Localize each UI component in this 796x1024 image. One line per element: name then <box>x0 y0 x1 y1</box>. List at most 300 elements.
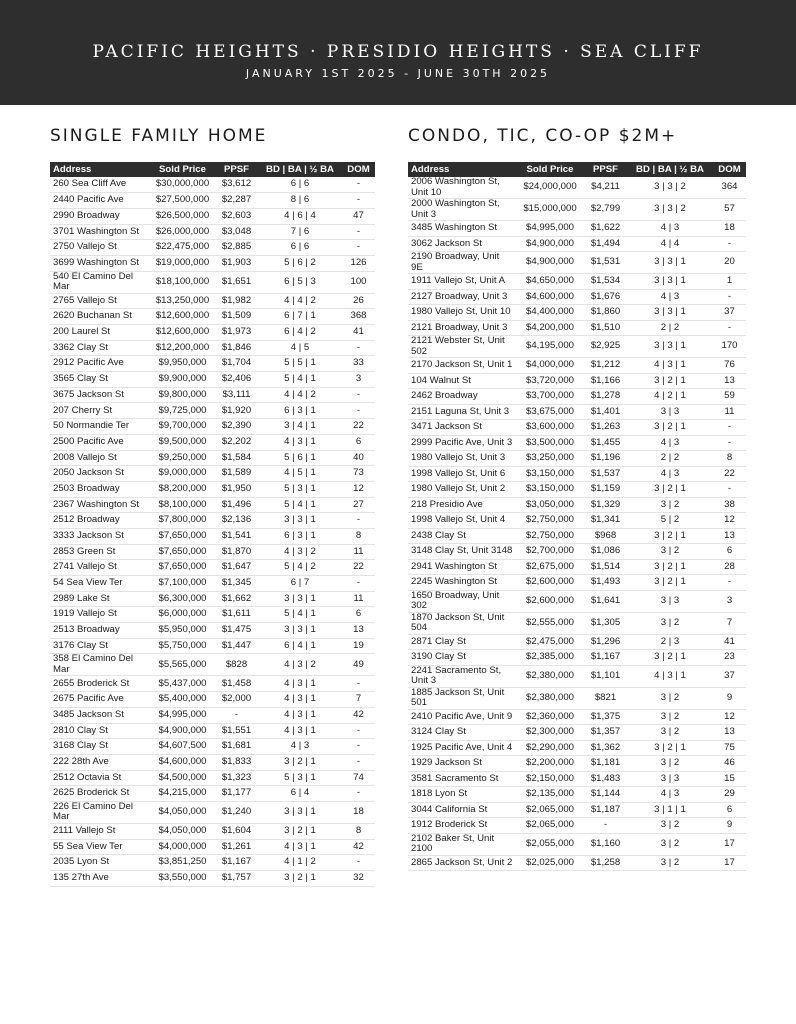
cell-dom: - <box>713 482 746 498</box>
cell-address: 3124 Clay St <box>408 725 516 741</box>
cell-sold-price: $3,600,000 <box>516 420 584 436</box>
cell-bd-ba: 3 | 2 | 1 <box>627 528 713 544</box>
col-dom: DOM <box>342 162 375 177</box>
cell-ppsf: $1,589 <box>215 466 258 482</box>
cell-bd-ba: 4 | 3 | 1 <box>627 665 713 687</box>
cell-sold-price: $9,900,000 <box>150 372 215 388</box>
cell-sold-price: $27,500,000 <box>150 193 215 209</box>
cell-sold-price: $4,000,000 <box>150 839 215 855</box>
cell-sold-price: $12,600,000 <box>150 325 215 341</box>
cell-ppsf: $1,278 <box>584 389 627 405</box>
cell-sold-price: $5,950,000 <box>150 623 215 639</box>
cell-ppsf: $1,622 <box>584 221 627 237</box>
sfh-section-title: SINGLE FAMILY HOME <box>50 126 268 146</box>
table-row <box>50 707 375 723</box>
cell-sold-price: $12,200,000 <box>150 340 215 356</box>
cell-ppsf: $1,846 <box>215 340 258 356</box>
cell-address: 3675 Jackson St <box>50 387 150 403</box>
col-address: Address <box>50 162 150 177</box>
cell-address: 1980 Vallejo St, Unit 3 <box>408 451 516 467</box>
cell-ppsf: $1,514 <box>584 559 627 575</box>
cell-address: 2865 Jackson St, Unit 2 <box>408 855 516 871</box>
cell-ppsf: $1,167 <box>584 650 627 666</box>
table-row <box>408 818 746 834</box>
cell-bd-ba: 3 | 2 <box>627 756 713 772</box>
cell-bd-ba: 3 | 2 | 1 <box>627 559 713 575</box>
cell-address: 2941 Washington St <box>408 559 516 575</box>
cell-sold-price: $30,000,000 <box>150 177 215 193</box>
table-row <box>50 450 375 466</box>
cell-bd-ba: 5 | 4 | 1 <box>258 607 342 623</box>
cell-dom: - <box>713 435 746 451</box>
col-address: Address <box>408 162 516 177</box>
cell-address: 3581 Sacramento St <box>408 771 516 787</box>
cell-dom: - <box>342 387 375 403</box>
cell-dom: 59 <box>713 389 746 405</box>
cell-ppsf: - <box>215 707 258 723</box>
cell-sold-price: $4,900,000 <box>516 236 584 252</box>
cell-bd-ba: 4 | 3 <box>627 787 713 803</box>
cell-address: 135 27th Ave <box>50 871 150 887</box>
cell-ppsf: $1,475 <box>215 623 258 639</box>
cell-sold-price: $9,000,000 <box>150 466 215 482</box>
cell-sold-price: $9,500,000 <box>150 434 215 450</box>
col-ppsf: PPSF <box>215 162 258 177</box>
cell-dom: 13 <box>713 373 746 389</box>
cell-bd-ba: 3 | 2 <box>627 833 713 855</box>
cell-ppsf: $3,111 <box>215 387 258 403</box>
cell-ppsf: $968 <box>584 528 627 544</box>
table-row <box>50 356 375 372</box>
cell-ppsf: $1,357 <box>584 725 627 741</box>
cell-ppsf: $1,537 <box>584 466 627 482</box>
cell-bd-ba: 3 | 2 <box>627 612 713 634</box>
table-row <box>50 481 375 497</box>
table-row <box>408 634 746 650</box>
cell-ppsf: $1,240 <box>215 801 258 823</box>
table-row <box>50 513 375 529</box>
cell-address: 2050 Jackson St <box>50 466 150 482</box>
cell-address: 3333 Jackson St <box>50 528 150 544</box>
cell-ppsf: $1,458 <box>215 676 258 692</box>
col-bd-ba: BD | BA | ½ BA <box>258 162 342 177</box>
cell-dom: 42 <box>342 707 375 723</box>
cell-ppsf: $1,167 <box>215 855 258 871</box>
cell-dom: 22 <box>342 560 375 576</box>
cell-dom: 38 <box>713 497 746 513</box>
table-row <box>408 559 746 575</box>
cell-bd-ba: 4 | 4 <box>627 236 713 252</box>
cell-bd-ba: 4 | 3 | 1 <box>258 434 342 450</box>
cell-bd-ba: 4 | 3 <box>627 289 713 305</box>
cell-address: 2410 Pacific Ave, Unit 9 <box>408 709 516 725</box>
cell-dom: 6 <box>713 544 746 560</box>
cell-address: 218 Presidio Ave <box>408 497 516 513</box>
cell-sold-price: $7,100,000 <box>150 576 215 592</box>
cell-sold-price: $3,500,000 <box>516 435 584 451</box>
table-row <box>50 723 375 739</box>
table-row <box>50 497 375 513</box>
cell-address: 3176 Clay St <box>50 638 150 654</box>
table-row <box>50 193 375 209</box>
table-row <box>408 833 746 855</box>
cell-address: 2503 Broadway <box>50 481 150 497</box>
cell-address: 2655 Broderick St <box>50 676 150 692</box>
cell-bd-ba: 3 | 3 | 1 <box>627 305 713 321</box>
cell-address: 2127 Broadway, Unit 3 <box>408 289 516 305</box>
cell-bd-ba: 3 | 2 | 1 <box>627 482 713 498</box>
cell-sold-price: $4,195,000 <box>516 336 584 358</box>
cell-dom: - <box>342 786 375 802</box>
cell-bd-ba: 3 | 2 <box>627 687 713 709</box>
table-row <box>408 274 746 290</box>
cell-address: 3168 Clay St <box>50 739 150 755</box>
table-row <box>50 654 375 676</box>
cell-address: 1818 Lyon St <box>408 787 516 803</box>
cell-dom: 3 <box>713 590 746 612</box>
cell-ppsf: $3,612 <box>215 177 258 193</box>
cell-dom: - <box>342 676 375 692</box>
cell-address: 1650 Broadway, Unit 302 <box>408 590 516 612</box>
cell-dom: 6 <box>342 607 375 623</box>
table-row <box>408 482 746 498</box>
cell-address: 3699 Washington St <box>50 255 150 271</box>
cell-sold-price: $3,050,000 <box>516 497 584 513</box>
cell-address: 2008 Vallejo St <box>50 450 150 466</box>
cell-bd-ba: 7 | 6 <box>258 224 342 240</box>
table-row <box>50 786 375 802</box>
cell-address: 2512 Octavia St <box>50 770 150 786</box>
cell-ppsf: $2,136 <box>215 513 258 529</box>
cell-ppsf: $1,455 <box>584 435 627 451</box>
cell-ppsf: $1,261 <box>215 839 258 855</box>
cell-bd-ba: 6 | 4 | 1 <box>258 638 342 654</box>
cell-address: 2999 Pacific Ave, Unit 3 <box>408 435 516 451</box>
cell-ppsf: $1,903 <box>215 255 258 271</box>
cell-dom: 126 <box>342 255 375 271</box>
table-row <box>408 336 746 358</box>
cell-dom: 12 <box>713 513 746 529</box>
cell-address: 2241 Sacramento St, Unit 3 <box>408 665 516 687</box>
cell-address: 55 Sea View Ter <box>50 839 150 855</box>
table-row <box>50 739 375 755</box>
cell-sold-price: $3,250,000 <box>516 451 584 467</box>
cell-bd-ba: 4 | 3 <box>627 221 713 237</box>
cell-ppsf: $1,510 <box>584 320 627 336</box>
table-row <box>408 590 746 612</box>
table-row <box>408 771 746 787</box>
cell-dom: 40 <box>342 450 375 466</box>
cell-address: 2765 Vallejo St <box>50 293 150 309</box>
cell-ppsf: $1,329 <box>584 497 627 513</box>
cell-sold-price: $2,055,000 <box>516 833 584 855</box>
cell-dom: 6 <box>342 434 375 450</box>
cell-ppsf: $1,950 <box>215 481 258 497</box>
cell-ppsf: $1,401 <box>584 404 627 420</box>
table-row <box>408 435 746 451</box>
cell-sold-price: $22,475,000 <box>150 240 215 256</box>
cell-ppsf: $1,584 <box>215 450 258 466</box>
col-sold-price: Sold Price <box>516 162 584 177</box>
cell-ppsf: $1,196 <box>584 451 627 467</box>
table-row <box>408 802 746 818</box>
cell-address: 3565 Clay St <box>50 372 150 388</box>
cell-sold-price: $4,050,000 <box>150 801 215 823</box>
table-row <box>50 466 375 482</box>
table-row <box>408 665 746 687</box>
cell-ppsf: $1,323 <box>215 770 258 786</box>
cell-ppsf: $1,551 <box>215 723 258 739</box>
cell-address: 2006 Washington St, Unit 10 <box>408 177 516 199</box>
cell-sold-price: $2,300,000 <box>516 725 584 741</box>
cell-bd-ba: 3 | 2 | 1 <box>627 575 713 591</box>
cell-bd-ba: 6 | 3 | 1 <box>258 403 342 419</box>
cell-sold-price: $3,720,000 <box>516 373 584 389</box>
cell-sold-price: $2,025,000 <box>516 855 584 871</box>
cell-sold-price: $2,380,000 <box>516 687 584 709</box>
cell-sold-price: $9,725,000 <box>150 403 215 419</box>
cell-sold-price: $4,050,000 <box>150 823 215 839</box>
cell-address: 540 El Camino Del Mar <box>50 271 150 293</box>
cell-dom: 29 <box>713 787 746 803</box>
cell-address: 2750 Vallejo St <box>50 240 150 256</box>
cell-ppsf: $1,541 <box>215 528 258 544</box>
cell-bd-ba: 3 | 3 | 1 <box>258 513 342 529</box>
cell-ppsf: $1,483 <box>584 771 627 787</box>
cell-address: 3485 Jackson St <box>50 707 150 723</box>
cell-dom: 76 <box>713 358 746 374</box>
cell-sold-price: $2,135,000 <box>516 787 584 803</box>
cell-address: 2810 Clay St <box>50 723 150 739</box>
cell-bd-ba: 3 | 3 | 2 <box>627 177 713 199</box>
cell-address: 2151 Laguna St, Unit 3 <box>408 404 516 420</box>
cell-sold-price: $3,550,000 <box>150 871 215 887</box>
col-bd-ba: BD | BA | ½ BA <box>627 162 713 177</box>
cell-bd-ba: 3 | 3 <box>627 771 713 787</box>
cell-ppsf: $1,534 <box>584 274 627 290</box>
cell-dom: 13 <box>342 623 375 639</box>
cell-dom: 22 <box>713 466 746 482</box>
cell-bd-ba: 3 | 2 | 1 <box>258 754 342 770</box>
cell-address: 3044 California St <box>408 802 516 818</box>
cell-ppsf: $2,390 <box>215 419 258 435</box>
cell-bd-ba: 5 | 4 | 2 <box>258 560 342 576</box>
cell-ppsf: $1,662 <box>215 591 258 607</box>
cell-ppsf: $1,641 <box>584 590 627 612</box>
cell-dom: 15 <box>713 771 746 787</box>
cell-ppsf: $1,159 <box>584 482 627 498</box>
cell-address: 3062 Jackson St <box>408 236 516 252</box>
cell-ppsf: $1,647 <box>215 560 258 576</box>
cell-dom: 8 <box>342 823 375 839</box>
cell-dom: 12 <box>713 709 746 725</box>
table-row <box>50 419 375 435</box>
cell-dom: 364 <box>713 177 746 199</box>
cell-sold-price: $4,500,000 <box>150 770 215 786</box>
cell-sold-price: $2,675,000 <box>516 559 584 575</box>
cell-sold-price: $6,000,000 <box>150 607 215 623</box>
cell-dom: 7 <box>713 612 746 634</box>
cell-bd-ba: 5 | 4 | 1 <box>258 372 342 388</box>
cell-sold-price: $2,065,000 <box>516 818 584 834</box>
cell-dom: - <box>342 754 375 770</box>
cell-address: 3485 Washington St <box>408 221 516 237</box>
table-row <box>50 607 375 623</box>
col-sold-price: Sold Price <box>150 162 215 177</box>
cell-sold-price: $2,385,000 <box>516 650 584 666</box>
cell-sold-price: $9,700,000 <box>150 419 215 435</box>
cell-ppsf: $4,211 <box>584 177 627 199</box>
table-header-row <box>408 162 746 177</box>
cell-dom: 26 <box>342 293 375 309</box>
cell-dom: 37 <box>713 305 746 321</box>
cell-ppsf: $1,166 <box>584 373 627 389</box>
cell-bd-ba: 2 | 2 <box>627 451 713 467</box>
cell-bd-ba: 3 | 3 | 1 <box>627 274 713 290</box>
table-header-row <box>50 162 375 177</box>
table-row <box>50 591 375 607</box>
cell-bd-ba: 4 | 3 | 2 <box>258 654 342 676</box>
cell-dom: 19 <box>342 638 375 654</box>
table-row <box>408 687 746 709</box>
cell-ppsf: $1,496 <box>215 497 258 513</box>
cell-bd-ba: 3 | 3 | 1 <box>258 801 342 823</box>
cell-dom: 11 <box>342 544 375 560</box>
table-row <box>408 404 746 420</box>
cell-address: 2438 Clay St <box>408 528 516 544</box>
cell-dom: - <box>342 224 375 240</box>
cell-sold-price: $3,150,000 <box>516 482 584 498</box>
table-row <box>50 293 375 309</box>
cell-address: 104 Walnut St <box>408 373 516 389</box>
cell-dom: - <box>342 177 375 193</box>
cell-address: 260 Sea Cliff Ave <box>50 177 150 193</box>
cell-address: 2853 Green St <box>50 544 150 560</box>
cell-sold-price: $4,600,000 <box>150 754 215 770</box>
cell-bd-ba: 4 | 3 | 1 <box>258 692 342 708</box>
table-row <box>408 855 746 871</box>
cell-address: 1919 Vallejo St <box>50 607 150 623</box>
cell-sold-price: $9,950,000 <box>150 356 215 372</box>
cell-address: 226 El Camino Del Mar <box>50 801 150 823</box>
table-row <box>50 224 375 240</box>
cell-dom: 368 <box>342 309 375 325</box>
cell-address: 2990 Broadway <box>50 208 150 224</box>
cell-dom: 9 <box>713 818 746 834</box>
cell-ppsf: $1,681 <box>215 739 258 755</box>
cell-sold-price: $2,600,000 <box>516 590 584 612</box>
cell-sold-price: $4,900,000 <box>150 723 215 739</box>
table-row <box>50 271 375 293</box>
table-row <box>408 612 746 634</box>
cell-sold-price: $2,065,000 <box>516 802 584 818</box>
cell-dom: - <box>342 513 375 529</box>
cell-ppsf: $1,263 <box>584 420 627 436</box>
table-row <box>408 373 746 389</box>
col-dom: DOM <box>713 162 746 177</box>
cell-ppsf: $1,676 <box>584 289 627 305</box>
cell-address: 2620 Buchanan St <box>50 309 150 325</box>
cell-sold-price: $4,215,000 <box>150 786 215 802</box>
table-row <box>408 358 746 374</box>
cell-dom: - <box>713 236 746 252</box>
cell-sold-price: $26,500,000 <box>150 208 215 224</box>
table-row <box>50 403 375 419</box>
cell-address: 1912 Broderick St <box>408 818 516 834</box>
cell-ppsf: $1,177 <box>215 786 258 802</box>
cell-dom: 41 <box>713 634 746 650</box>
table-row <box>50 528 375 544</box>
cell-bd-ba: 3 | 2 | 1 <box>627 650 713 666</box>
cell-address: 1980 Vallejo St, Unit 2 <box>408 482 516 498</box>
cell-sold-price: $2,380,000 <box>516 665 584 687</box>
cell-bd-ba: 3 | 4 | 1 <box>258 419 342 435</box>
table-row <box>50 676 375 692</box>
col-ppsf: PPSF <box>584 162 627 177</box>
cell-address: 54 Sea View Ter <box>50 576 150 592</box>
table-row <box>50 823 375 839</box>
table-row <box>408 466 746 482</box>
condo-section-title: CONDO, TIC, CO-OP $2M+ <box>408 126 678 146</box>
table-row <box>408 497 746 513</box>
cell-address: 1998 Vallejo St, Unit 4 <box>408 513 516 529</box>
table-row <box>50 177 375 193</box>
cell-sold-price: $4,200,000 <box>516 320 584 336</box>
cell-dom: 11 <box>342 591 375 607</box>
table-row <box>50 871 375 887</box>
cell-dom: - <box>342 240 375 256</box>
cell-address: 2111 Vallejo St <box>50 823 150 839</box>
cell-bd-ba: 5 | 3 | 1 <box>258 770 342 786</box>
table-row <box>50 770 375 786</box>
cell-dom: - <box>342 855 375 871</box>
cell-dom: 12 <box>342 481 375 497</box>
cell-ppsf: $1,144 <box>584 787 627 803</box>
cell-address: 3190 Clay St <box>408 650 516 666</box>
cell-bd-ba: 5 | 6 | 1 <box>258 450 342 466</box>
table-row <box>408 756 746 772</box>
table-row <box>50 801 375 823</box>
cell-address: 200 Laurel St <box>50 325 150 341</box>
cell-sold-price: $5,400,000 <box>150 692 215 708</box>
cell-bd-ba: 5 | 5 | 1 <box>258 356 342 372</box>
table-row <box>408 320 746 336</box>
cell-sold-price: $7,650,000 <box>150 560 215 576</box>
cell-dom: 42 <box>342 839 375 855</box>
cell-address: 2989 Lake St <box>50 591 150 607</box>
table-row <box>50 240 375 256</box>
cell-ppsf: $1,509 <box>215 309 258 325</box>
cell-bd-ba: 6 | 3 | 1 <box>258 528 342 544</box>
cell-ppsf: $2,406 <box>215 372 258 388</box>
cell-ppsf: $1,531 <box>584 252 627 274</box>
cell-address: 1885 Jackson St, Unit 501 <box>408 687 516 709</box>
cell-bd-ba: 6 | 4 | 2 <box>258 325 342 341</box>
cell-sold-price: $3,700,000 <box>516 389 584 405</box>
cell-bd-ba: 3 | 1 | 1 <box>627 802 713 818</box>
cell-bd-ba: 2 | 2 <box>627 320 713 336</box>
cell-bd-ba: 3 | 3 <box>627 590 713 612</box>
cell-ppsf: $1,982 <box>215 293 258 309</box>
cell-ppsf: $1,086 <box>584 544 627 560</box>
cell-bd-ba: 4 | 5 | 1 <box>258 466 342 482</box>
table-row <box>50 309 375 325</box>
cell-sold-price: $2,200,000 <box>516 756 584 772</box>
cell-ppsf: $2,925 <box>584 336 627 358</box>
cell-sold-price: $7,650,000 <box>150 544 215 560</box>
table-row <box>50 754 375 770</box>
cell-dom: 49 <box>342 654 375 676</box>
